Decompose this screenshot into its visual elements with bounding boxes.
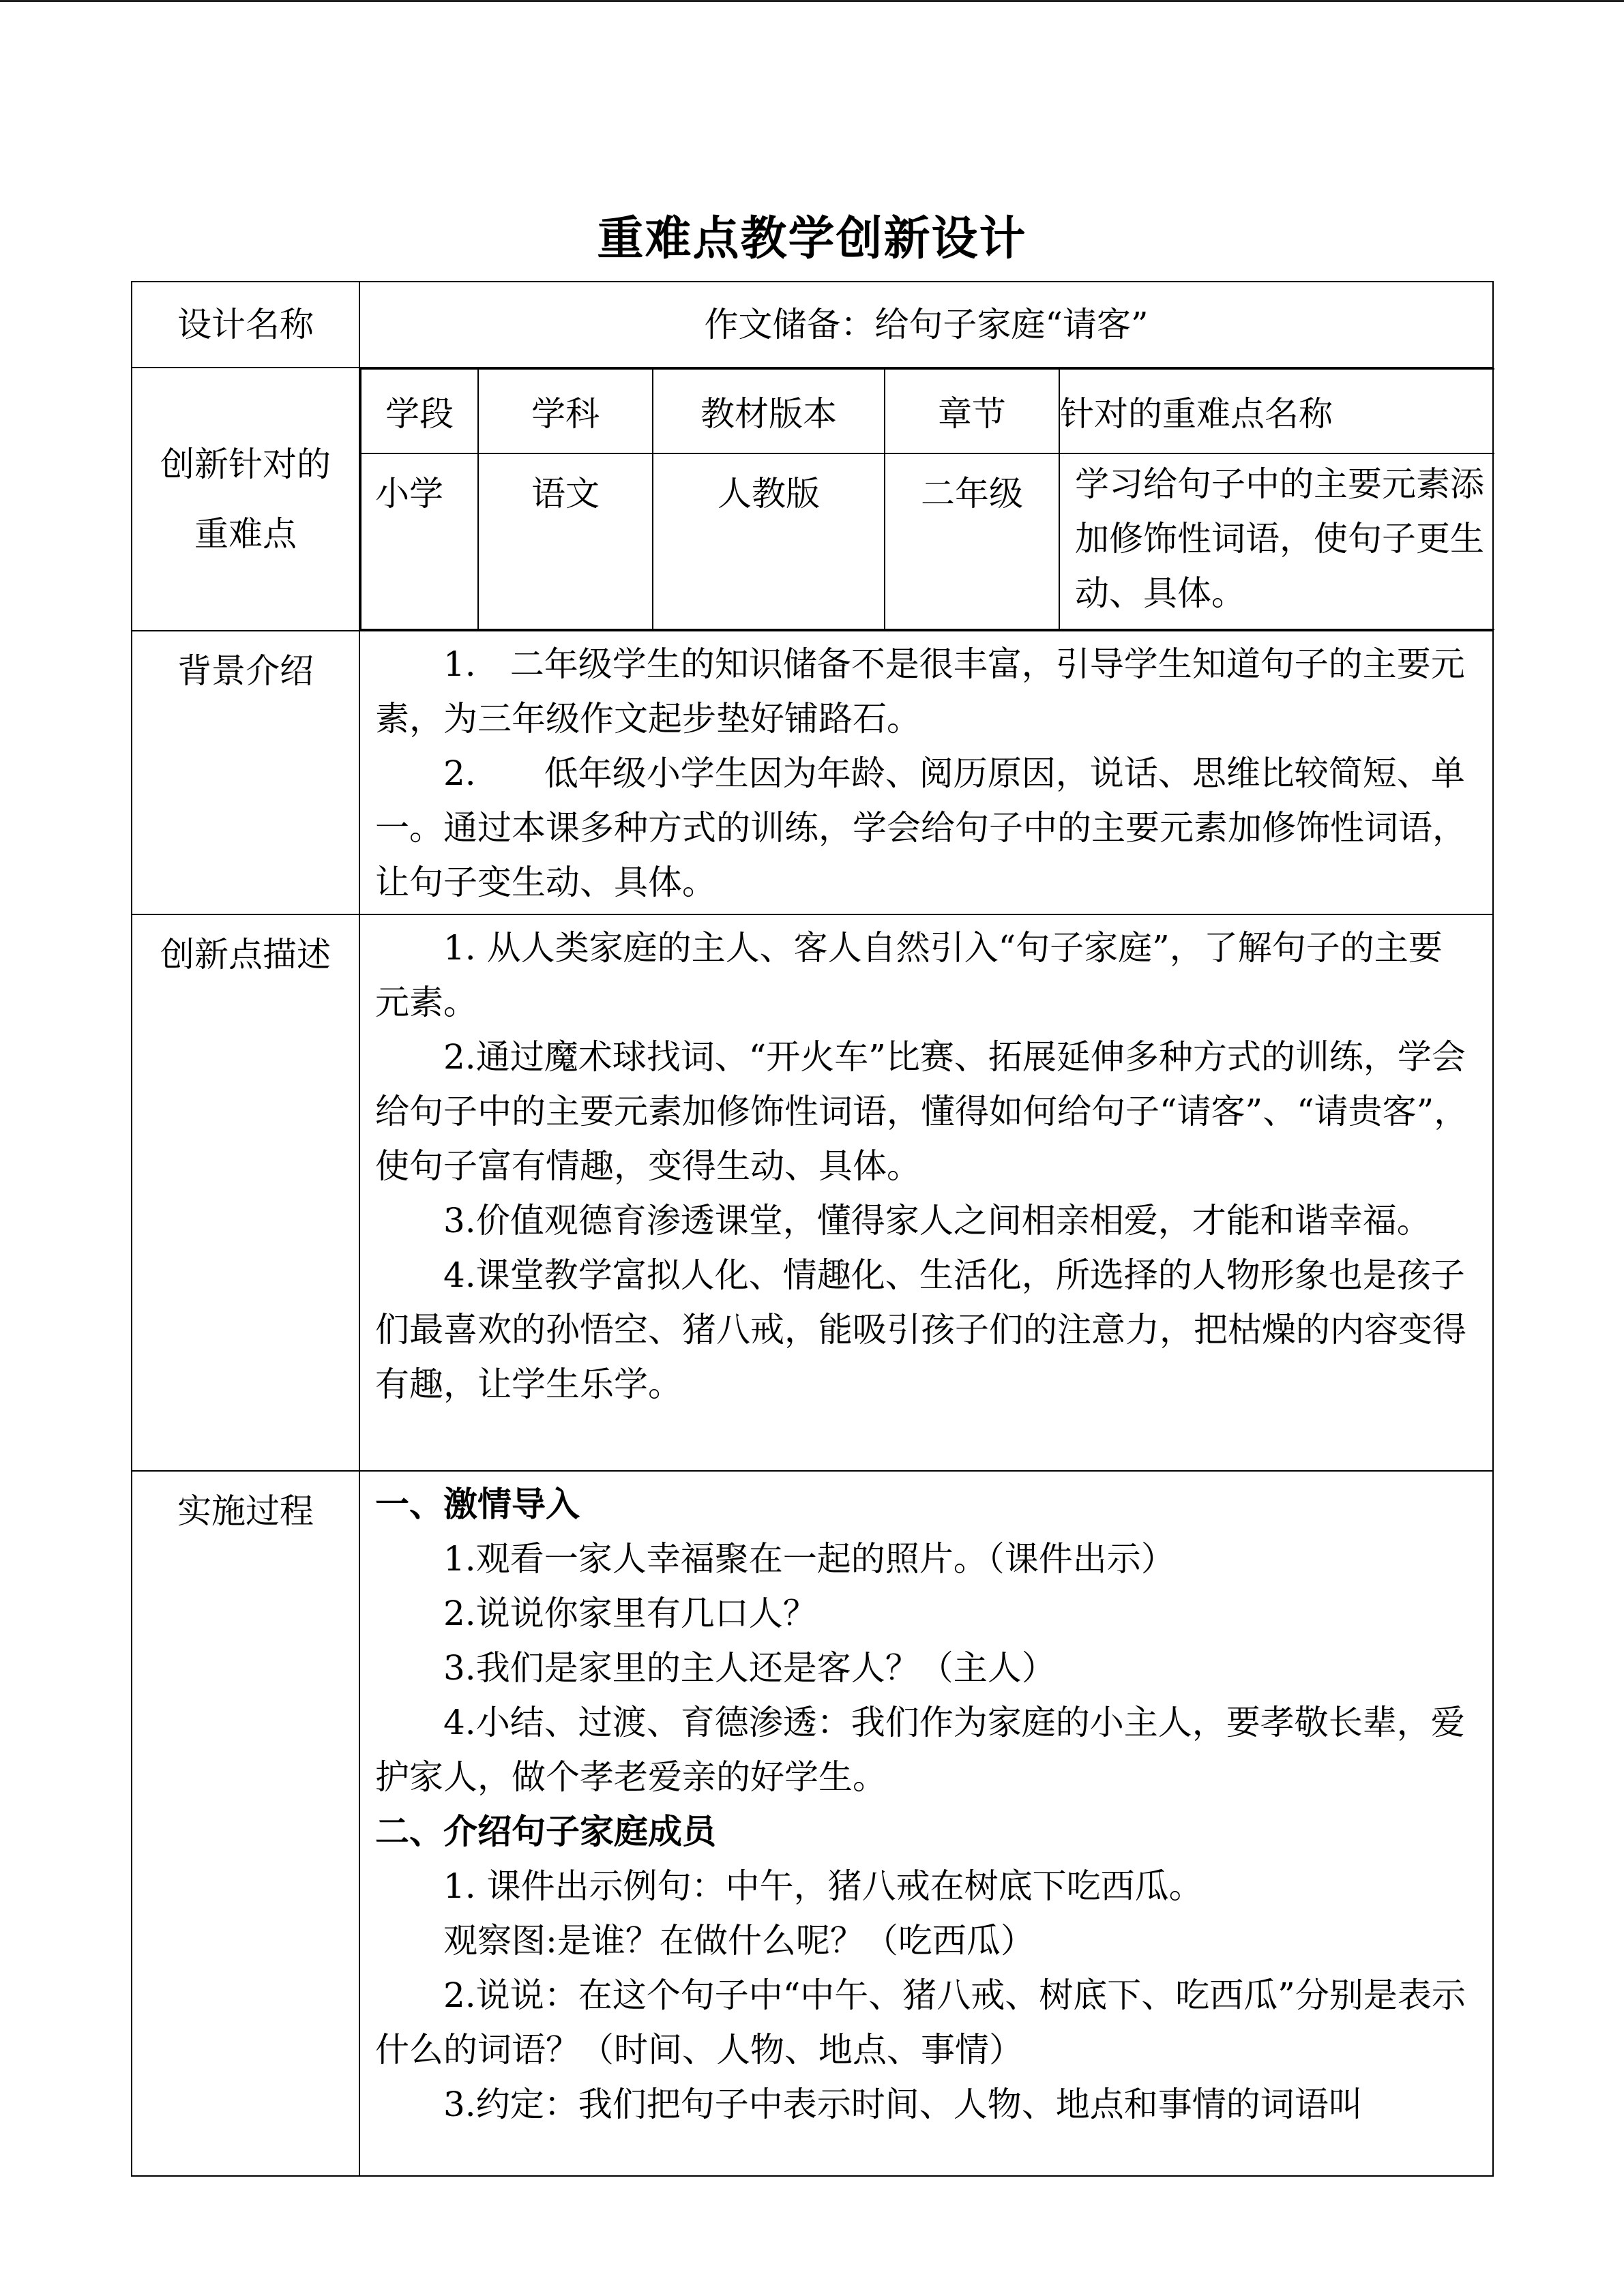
key-points-label xyxy=(132,368,359,631)
design-name-value: 作文储备：给句子家庭“请客” xyxy=(359,282,1493,368)
section-item: 1. 课件出示例句：中午，猪八戒在树底下吃西瓜。 xyxy=(443,1866,1203,1906)
section-item: 1.观看一家人幸福聚在一起的照片。（课件出示） xyxy=(443,1539,1175,1579)
header-chapter: 章节 xyxy=(885,369,1059,453)
value-key-point-name: 学习给句子中的主要元素添加修饰性词语，使句子更生动、具体。 xyxy=(1059,453,1494,629)
header-key-point-name: 针对的重难点名称 xyxy=(1059,369,1494,453)
background-label: 背景介绍 xyxy=(132,631,359,914)
background-row xyxy=(132,631,1493,914)
value-stage: 小学 xyxy=(361,453,478,629)
design-table xyxy=(131,281,1494,2177)
value-textbook-edition: 人教版 xyxy=(653,453,885,629)
innovation-paragraph: 4.课堂教学富拟人化、情趣化、生活化，所选择的人物形象也是孩子们最喜欢的孙悟空、猪八戒，能吸引孩子们的注意力，把枯燥的内容变得有趣，让学生乐学。 xyxy=(375,1255,1466,1404)
innovation-row xyxy=(132,914,1493,1471)
section-heading: 一、激情导入 xyxy=(375,1484,580,1524)
key-points-label-line1: 创新针对的 xyxy=(160,445,331,484)
implementation-content xyxy=(359,1471,1493,2176)
innovation-paragraph: 1. 从人类家庭的主人、客人自然引入“句子家庭”，了解句子的主要元素。 xyxy=(375,928,1443,1022)
key-points-grid xyxy=(360,368,1494,630)
background-paragraph: 1. 二年级学生的知识储备不是很丰富，引导学生知道句子的主要元素，为三年级作文起步垫好铺路石。 xyxy=(375,644,1465,739)
value-subject: 语文 xyxy=(478,453,653,629)
page-title: 重难点教学创新设计 xyxy=(597,211,1027,266)
section-item: 4.小结、过渡、育德渗透：我们作为家庭的小主人，要孝敬长辈，爱护家人，做个孝老爱亲的好学生。 xyxy=(375,1703,1465,1797)
section-item: 2.说说你家里有几口人？ xyxy=(443,1594,817,1633)
section-item: 3.我们是家里的主人还是客人？（主人） xyxy=(443,1648,1056,1688)
background-paragraph: 2. 低年级小学生因为年龄、阅历原因，说话、思维比较简短、单一。通过本课多种方式的训练，学会给句子中的主要元素加修饰性词语，让句子变生动、具体。 xyxy=(375,754,1466,902)
innovation-paragraph: 2.通过魔术球找词、“开火车”比赛、拓展延伸多种方式的训练，学会给句子中的主要元素加修饰性词语，懂得如何给句子“请客”、“请贵客”，使句子富有情趣，变得生动、具体。 xyxy=(375,1037,1468,1186)
header-textbook-edition: 教材版本 xyxy=(653,369,885,453)
implementation-row xyxy=(132,1471,1493,2176)
innovation-paragraph: 3.价值观德育渗透课堂，懂得家人之间相亲相爱，才能和谐幸福。 xyxy=(443,1201,1431,1240)
design-name-row xyxy=(132,282,1493,368)
design-name-label: 设计名称 xyxy=(132,282,359,368)
innovation-label: 创新点描述 xyxy=(132,914,359,1471)
section-item: 观察图:是谁？在做什么呢？（吃西瓜） xyxy=(443,1921,1035,1960)
background-content xyxy=(359,631,1493,914)
innovation-content xyxy=(359,914,1493,1471)
key-points-label-line2: 重难点 xyxy=(194,514,297,554)
section-item: 3.约定：我们把句子中表示时间、人物、地点和事情的词语叫 xyxy=(443,2085,1363,2124)
implementation-label: 实施过程 xyxy=(132,1471,359,2176)
value-chapter: 二年级 xyxy=(885,453,1059,629)
section-heading: 二、介绍句子家庭成员 xyxy=(375,1811,716,1851)
key-points-value-row xyxy=(361,453,1494,629)
header-stage: 学段 xyxy=(361,369,478,453)
key-points-row xyxy=(132,368,1493,631)
section-item: 2.说说：在这个句子中“中午、猪八戒、树底下、吃西瓜”分别是表示什么的词语？（时间、人物、地点、事情） xyxy=(375,1976,1466,2070)
top-border-line xyxy=(0,0,1624,2)
key-points-header-row xyxy=(361,369,1494,453)
key-points-grid-cell xyxy=(359,368,1493,631)
header-subject: 学科 xyxy=(478,369,653,453)
